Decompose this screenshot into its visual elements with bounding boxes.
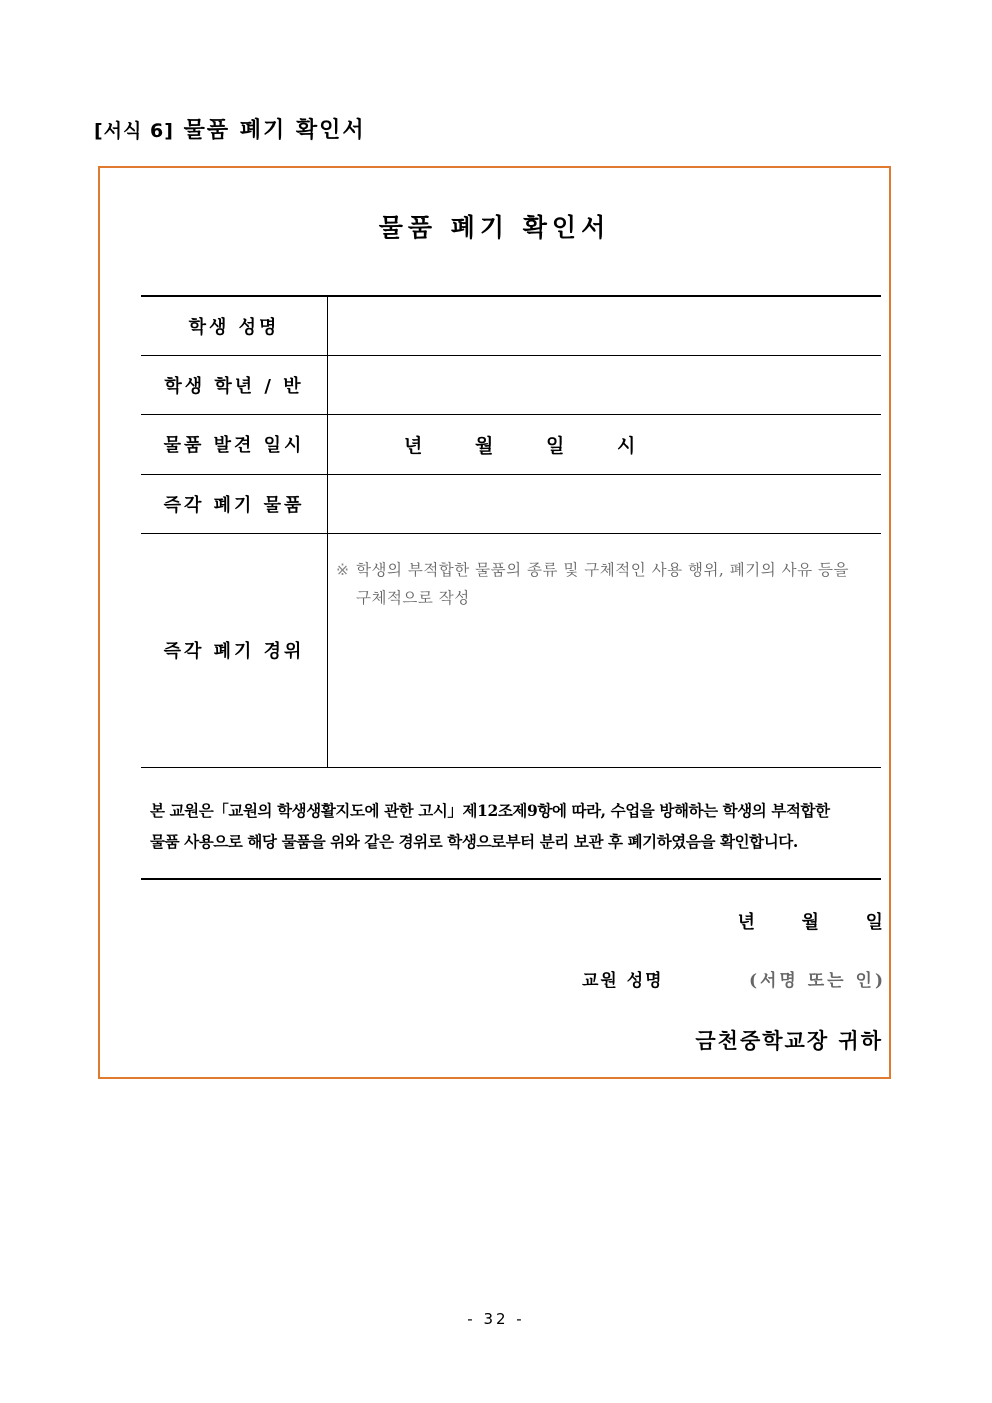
table-row <box>141 474 881 533</box>
year-unit: 년 <box>737 912 755 933</box>
form-number: [서식 6] <box>94 120 174 142</box>
student-grade-class-label: 학생 학년 / 반 <box>141 355 328 414</box>
student-name-label: 학생 성명 <box>141 296 328 355</box>
form-frame <box>98 166 891 1079</box>
signature-line[interactable] <box>582 966 886 991</box>
divider <box>141 878 881 880</box>
student-name-field[interactable] <box>328 296 882 355</box>
table-row <box>141 296 881 355</box>
day-unit: 일 <box>865 912 883 933</box>
found-datetime-label: 물품 발견 일시 <box>141 414 328 474</box>
day-unit: 일 <box>546 434 565 457</box>
statement-line: 물품 사용으로 해당 물품을 위와 같은 경위로 학생으로부터 분리 보관 후 폐기하였음을 확인합니다. <box>150 832 798 851</box>
reference-mark-icon: ※ <box>336 560 350 579</box>
table-row <box>141 414 881 474</box>
guide-text-line1: ※ 학생의 부적합한 물품의 종류 및 구체적인 사용 행위, 폐기의 사유 등을 <box>336 556 873 584</box>
confirmation-statement <box>150 795 880 857</box>
page-number: - 32 - <box>467 1310 525 1328</box>
disposed-item-field[interactable] <box>328 474 882 533</box>
disposed-item-label: 즉각 폐기 물품 <box>141 474 328 533</box>
disposal-circumstances-label: 즉각 폐기 경위 <box>141 533 328 767</box>
teacher-name-label: 교원 성명 <box>582 971 664 991</box>
guide-text-line2: 구체적으로 작성 <box>356 588 470 607</box>
signature-hint: (서명 또는 인) <box>748 971 886 991</box>
month-unit: 월 <box>801 912 819 933</box>
recipient: 금천중학교장 귀하 <box>695 1028 883 1053</box>
confirmation-table <box>141 295 881 768</box>
table-row <box>141 533 881 767</box>
found-datetime-field[interactable] <box>328 414 882 474</box>
student-grade-class-field[interactable] <box>328 355 882 414</box>
hour-unit: 시 <box>617 434 636 457</box>
signature-date[interactable] <box>691 908 883 934</box>
statement-line: 본 교원은「교원의 학생생활지도에 관한 고시」제12조제9항에 따라, 수업을 방해하는 학생의 부적합한 <box>150 801 830 820</box>
form-heading <box>94 113 366 144</box>
form-heading-title: 물품 폐기 확인서 <box>183 117 366 143</box>
table-row <box>141 355 881 414</box>
month-unit: 월 <box>475 434 494 457</box>
year-unit: 년 <box>404 434 423 457</box>
document-title: 물품 폐기 확인서 <box>378 213 611 242</box>
disposal-circumstances-field[interactable] <box>328 533 882 767</box>
